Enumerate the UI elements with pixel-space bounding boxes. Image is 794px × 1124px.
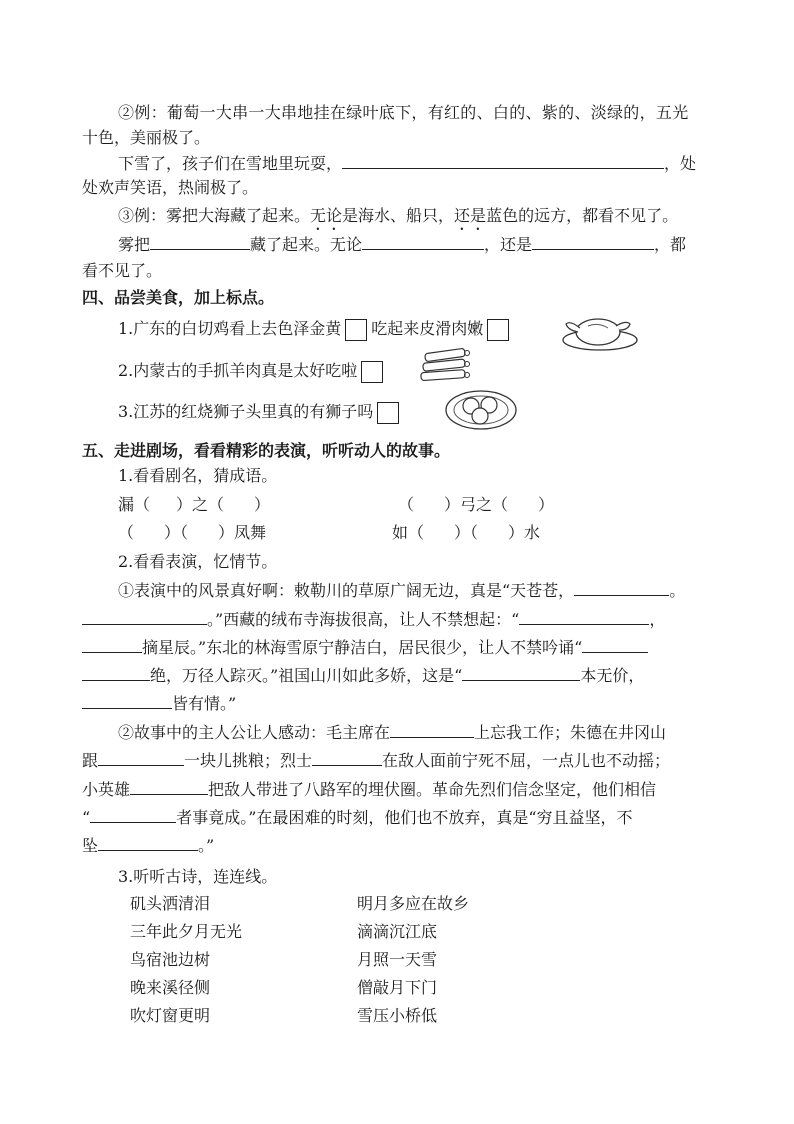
punctuation-box[interactable] [345,319,367,341]
answer-blank[interactable] [82,664,150,681]
answer-blank[interactable] [82,636,142,653]
punctuation-box[interactable] [377,402,399,424]
story-line-5: 坠 。” [82,836,215,855]
poem-line-right[interactable]: 雪压小桥低 [357,1006,438,1025]
idiom-3: （ ）（ ）凤舞 [118,523,267,542]
poem-line-left[interactable]: 吹灯窗更明 [130,1006,211,1025]
poem-line-left[interactable]: 晚来溪径侧 [130,978,211,997]
idiom-2: （ ）弓之（ ） [398,495,555,514]
answer-blank[interactable] [82,692,172,709]
story-line-3: 小英雄 把敌人带进了八路军的埋伏圈。革命先烈们信念坚定，他们相信 [82,780,657,799]
food-item-1: 1.广东的白切鸡看上去色泽金黄 吃起来皮滑肉嫩 [118,316,513,342]
answer-blank[interactable] [574,579,669,596]
question-fog: 雾把 藏了起来。无论 ，还是 ，都 [118,235,687,254]
poem-line-right[interactable]: 僧敲月下门 [357,978,438,997]
food-item-2: 2.内蒙古的手抓羊肉真是太好吃啦 [118,358,387,384]
punctuation-box[interactable] [361,361,383,383]
example-2-line1: ②例：葡萄一大串一大串地挂在绿叶底下，有红的、白的、紫的、淡绿的，五光 [118,103,689,122]
idiom-1: 漏（ ）之（ ） [118,495,271,514]
poem-line-right[interactable]: 明月多应在故乡 [357,894,470,913]
answer-blank[interactable] [82,608,207,625]
answer-blank[interactable] [98,749,184,766]
section-5-title: 五、走进剧场，看看精彩的表演，听听动人的故事。 [82,441,451,460]
poem-line-right[interactable]: 滴滴沉江底 [357,922,438,941]
story-line-4: “ 者事竟成。”在最困难的时刻，他们也不放弃，真是“穷且益坚，不 [82,808,633,827]
story-line-1: ②故事中的主人公让人感动：毛主席在 上忘我工作；朱德在井冈山 [118,723,667,742]
example-2-line2: 十色，美丽极了。 [82,128,211,147]
subsection-3-title: 3.听听古诗，连连线。 [118,867,278,886]
answer-blank[interactable] [519,608,649,625]
subsection-2-title: 2.看看表演，忆情节。 [118,552,278,571]
scenery-line-4: 绝，万径人踪灭。”祖国山川如此多娇，这是“ 本无价， [82,664,644,687]
scenery-line-5: 皆有情。” [82,692,236,715]
punctuation-box[interactable] [487,319,509,341]
answer-blank[interactable] [362,233,484,250]
meatballs-plate-icon [444,384,518,432]
answer-blank[interactable] [582,636,648,653]
idiom-4: 如（ ）（ ）水 [392,523,541,542]
answer-blank[interactable] [90,806,176,823]
section-4-title: 四、品尝美食，加上标点。 [82,288,275,307]
question-fog-line2: 看不见了。 [82,261,163,280]
lamb-ribs-icon [415,343,475,385]
answer-blank[interactable] [462,664,580,681]
answer-blank[interactable] [532,233,654,250]
answer-blank[interactable] [390,721,474,738]
scenery-line-1: ①表演中的风景真好啊：敕勒川的草原广阔无边，真是“天苍苍， 。 [118,581,686,600]
question-snow-line2: 处欢声笑语，热闹极了。 [82,178,259,197]
answer-blank[interactable] [312,749,382,766]
answer-blank[interactable] [130,778,208,795]
poem-line-right[interactable]: 月照一天雪 [357,950,438,969]
answer-blank[interactable] [342,152,664,169]
scenery-line-3: 摘星辰。”东北的林海雪原宁静洁白，居民很少，让人不禁吟诵“ [82,636,648,659]
answer-blank[interactable] [98,834,198,851]
example-3: ③例：雾把大海藏了起来。无论是海水、船只，还是蓝色的远方，都看不见了。 [118,206,679,225]
subsection-1-title: 1.看看剧名，猜成语。 [118,466,278,485]
poem-line-left[interactable]: 矶头洒清泪 [130,894,211,913]
story-line-2: 跟 一块儿挑粮；烈士 在敌人面前宁死不屈，一点儿也不动摇； [82,751,671,770]
scenery-line-2: 。”西藏的绒布寺海拔很高，让人不禁想起：“ ， [82,608,665,631]
question-snow: 下雪了，孩子们在雪地里玩耍， ，处 [118,154,697,173]
roast-chicken-icon [560,310,640,352]
poem-line-left[interactable]: 三年此夕月无光 [130,922,243,941]
poem-line-left[interactable]: 鸟宿池边树 [130,950,211,969]
answer-blank[interactable] [150,233,250,250]
food-item-3: 3.江苏的红烧狮子头里真的有狮子吗 [118,399,403,425]
